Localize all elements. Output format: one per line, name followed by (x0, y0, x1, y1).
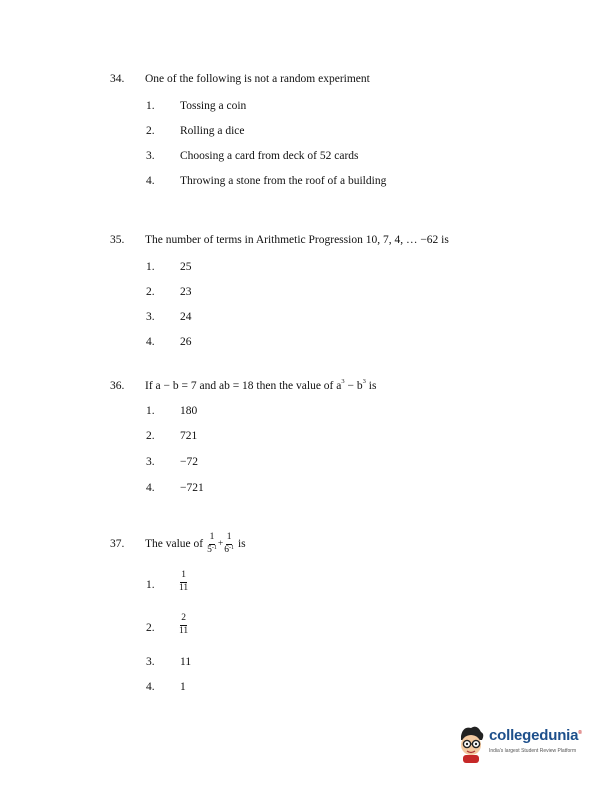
option-text: 180 (180, 405, 198, 417)
question-text-suffix: is (237, 538, 246, 550)
option-text: −72 (180, 456, 198, 468)
fraction (179, 571, 188, 593)
option-text: 1 (180, 681, 186, 693)
fraction (224, 533, 234, 555)
question-text: The number of terms in Arithmetic Progression 10, 7, 4, … −62 is (145, 234, 449, 246)
option-text: 25 (180, 261, 192, 273)
question-number: 37. (110, 538, 125, 550)
option-number: 4. (146, 175, 155, 187)
exponent: 3 (341, 378, 345, 385)
option-number: 4. (146, 482, 155, 494)
option-text: Tossing a coin (180, 100, 247, 112)
option-number: 1. (146, 261, 155, 273)
question-number: 35. (110, 234, 125, 246)
option-number: 2. (146, 622, 155, 634)
logo-wordmark: collegedunia® (489, 727, 582, 744)
fraction-numerator: 1 (209, 533, 216, 545)
option-text: 721 (180, 430, 198, 442)
question-text (145, 380, 376, 392)
exponent: -1 (211, 544, 217, 551)
option-number: 2. (146, 125, 155, 137)
option-number: 3. (146, 311, 155, 323)
option-text: Choosing a card from deck of 52 cards (180, 150, 359, 162)
fraction-numerator: 1 (226, 533, 233, 545)
denominator-base: 5 (207, 544, 212, 555)
logo-tagline: India's largest Student Review Platform (489, 748, 577, 754)
collegedunia-logo (455, 722, 600, 770)
option-fraction (179, 614, 188, 636)
fraction-numerator: 1 (180, 571, 187, 583)
option-number: 3. (146, 656, 155, 668)
question-number: 34. (110, 73, 125, 85)
denominator-base: 6 (224, 544, 229, 555)
plus-sign: + (217, 539, 224, 549)
fraction-denominator: 11 (179, 582, 189, 593)
fraction-denominator (224, 545, 234, 556)
option-number: 2. (146, 430, 155, 442)
option-text: 24 (180, 311, 192, 323)
question-text: One of the following is not a random experiment (145, 73, 370, 85)
option-number: 1. (146, 405, 155, 417)
option-text: Rolling a dice (180, 125, 245, 137)
question-text-prefix: The value of (145, 538, 204, 550)
option-number: 3. (146, 150, 155, 162)
option-fraction (179, 571, 188, 593)
exponent: -1 (228, 544, 234, 551)
exponent: 3 (362, 378, 366, 385)
fraction (179, 614, 188, 636)
mascot-icon (455, 724, 487, 764)
fraction (207, 533, 217, 555)
option-text: Throwing a stone from the roof of a building (180, 175, 387, 187)
question-number: 36. (110, 380, 125, 392)
question-text-suffix: is (365, 380, 377, 392)
fraction-denominator: 11 (179, 625, 189, 636)
option-text: 23 (180, 286, 192, 298)
question-text-prefix: If a − b = 7 and ab = 18 then the value of a (145, 380, 342, 392)
option-number: 2. (146, 286, 155, 298)
option-text: 11 (180, 656, 192, 668)
fraction-numerator: 2 (180, 614, 187, 626)
option-number: 4. (146, 336, 155, 348)
option-text: 26 (180, 336, 192, 348)
option-number: 3. (146, 456, 155, 468)
question-text (145, 527, 246, 561)
option-number: 1. (146, 100, 155, 112)
option-number: 1. (146, 579, 155, 591)
option-number: 4. (146, 681, 155, 693)
option-text: −721 (180, 482, 204, 494)
fraction-denominator (207, 545, 217, 556)
question-text-mid: − b (344, 380, 363, 392)
